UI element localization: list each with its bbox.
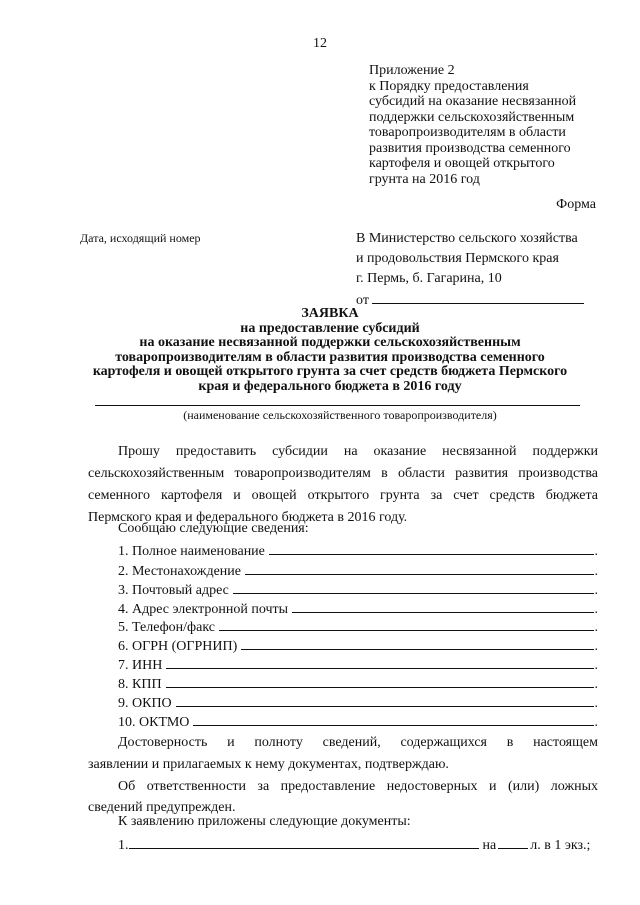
field-end: . xyxy=(594,677,598,692)
appendix-line: товаропроизводителям в области xyxy=(369,125,566,140)
appendix-line: поддержки сельскохозяйственным xyxy=(369,109,575,125)
addressee-block xyxy=(356,229,584,311)
field-label: 10. ОКТМО xyxy=(118,715,190,730)
field-row xyxy=(118,693,598,712)
title-heading: ЗАЯВКА xyxy=(301,306,359,321)
field-row xyxy=(118,580,598,599)
field-input-line[interactable] xyxy=(269,541,594,555)
reliability-word: содержащихся xyxy=(400,735,487,750)
document-on-label: на xyxy=(482,838,497,853)
reliability-word: и xyxy=(227,735,235,750)
title-line: товаропроизводителям в области развития производства семенного xyxy=(115,349,545,365)
field-input-line[interactable] xyxy=(245,561,593,575)
field-end: . xyxy=(594,564,598,579)
addressee-line: В Министерство сельского хозяйства xyxy=(356,231,578,246)
field-end: . xyxy=(594,658,598,673)
field-end: . xyxy=(594,696,598,711)
document-name-line[interactable] xyxy=(129,835,479,849)
title-line: края и федерального бюджета в 2016 году xyxy=(198,378,462,394)
document-number: 1. xyxy=(118,838,129,853)
field-row xyxy=(118,636,598,655)
applicant-name-caption: (наименование сельскохозяйственного товаропроизводителя) xyxy=(183,408,497,422)
appendix-block xyxy=(369,63,576,187)
reliability-word: полноту xyxy=(254,735,303,750)
field-input-line[interactable] xyxy=(166,655,593,669)
appendix-line: к Порядку предоставления xyxy=(369,78,529,94)
addressee-line: г. Пермь, б. Гагарина, 10 xyxy=(356,271,502,286)
reliability-line-2: заявлении и прилагаемых к нему документах, подтверждаю. xyxy=(88,757,449,772)
date-number-label: Дата, исходящий номер xyxy=(80,231,201,245)
field-label: 2. Местонахождение xyxy=(118,564,242,579)
field-label: 7. ИНН xyxy=(118,658,163,673)
from-input-line[interactable] xyxy=(372,289,584,304)
field-input-line[interactable] xyxy=(219,617,593,631)
field-row xyxy=(118,561,598,580)
applicant-name-line[interactable] xyxy=(95,405,580,406)
reliability-word: Достоверность xyxy=(118,735,208,750)
document-suffix: л. в 1 экз.; xyxy=(530,838,591,853)
field-label: 1. Полное наименование xyxy=(118,544,265,559)
appendix-line: развития производства семенного xyxy=(369,140,571,156)
field-input-line[interactable] xyxy=(193,712,593,726)
reliability-word: сведений, xyxy=(322,735,381,750)
field-input-line[interactable] xyxy=(292,599,593,613)
field-input-line[interactable] xyxy=(233,580,594,594)
title-line: на предоставление субсидий xyxy=(240,320,420,336)
appendix-line: грунта на 2016 год xyxy=(369,171,480,187)
document-pages-line[interactable] xyxy=(498,835,528,849)
form-label: Форма xyxy=(556,197,596,212)
from-label: от xyxy=(356,293,369,308)
field-label: 3. Почтовый адрес xyxy=(118,583,229,598)
document-row xyxy=(118,835,598,854)
reliability-word: настоящем xyxy=(533,735,598,750)
field-end: . xyxy=(594,620,598,635)
field-end: . xyxy=(594,544,598,559)
appendix-line: картофеля и овощей открытого xyxy=(369,156,555,171)
field-label: 4. Адрес электронной почты xyxy=(118,602,289,617)
field-label: 5. Телефон/факс xyxy=(118,620,216,635)
application-title xyxy=(60,307,600,394)
request-text: Прошу предоставить субсидии на оказание несвязанной поддержки сельскохозяйственным товаропроизводителям в области развития производства семенного картофеля и овощей открытого грунта за счет средств бюджета Пермского края и федерального бюджета в 2016 году. xyxy=(88,444,598,525)
field-end: . xyxy=(594,639,598,654)
field-input-line[interactable] xyxy=(241,636,593,650)
field-row xyxy=(118,541,598,560)
field-label: 6. ОГРН (ОГРНИП) xyxy=(118,639,238,654)
field-label: 9. ОКПО xyxy=(118,696,172,711)
reliability-word: в xyxy=(506,735,514,750)
field-row xyxy=(118,599,598,618)
page-number: 12 xyxy=(313,36,327,51)
appendix-line: субсидий на оказание несвязанной xyxy=(369,94,577,109)
responsibility-line-2: сведений предупрежден. xyxy=(88,800,236,815)
field-end: . xyxy=(594,602,598,617)
field-end: . xyxy=(594,583,598,598)
title-line: на оказание несвязанной поддержки сельскохозяйственным xyxy=(139,335,521,350)
field-input-line[interactable] xyxy=(176,693,594,707)
responsibility-line-1: Об ответственности за предоставление недостоверных и (или) ложных xyxy=(118,779,598,794)
reliability-line-1 xyxy=(118,735,598,751)
field-label: 8. КПП xyxy=(118,677,162,692)
info-intro: Сообщаю следующие сведения: xyxy=(118,521,309,536)
field-row xyxy=(118,674,598,693)
addressee-line: и продовольствия Пермского края xyxy=(356,251,559,266)
field-end: . xyxy=(594,715,598,730)
field-row xyxy=(118,712,598,731)
field-row xyxy=(118,655,598,674)
appendix-line: Приложение 2 xyxy=(369,63,455,78)
documents-intro: К заявлению приложены следующие документы: xyxy=(118,814,411,829)
title-line: картофеля и овощей открытого грунта за счет средств бюджета Пермского xyxy=(92,364,568,379)
field-row xyxy=(118,617,598,636)
request-paragraph xyxy=(88,441,598,529)
field-input-line[interactable] xyxy=(166,674,594,688)
